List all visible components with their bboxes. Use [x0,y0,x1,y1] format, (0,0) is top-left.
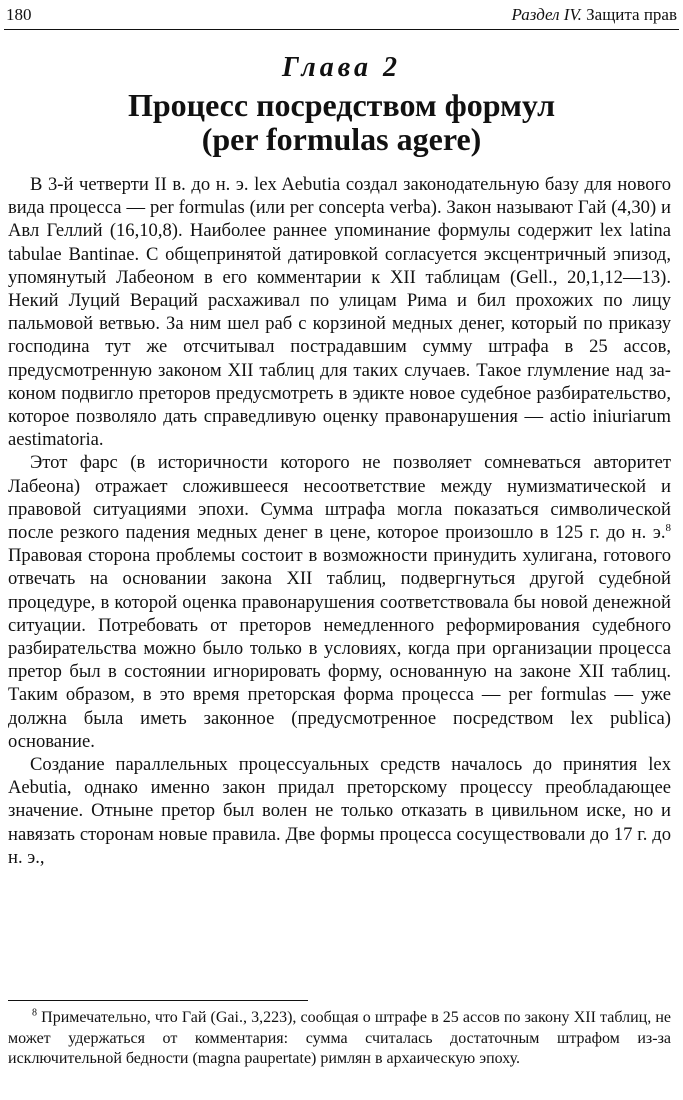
chapter-title-line-2: (per formulas agere) [201,121,482,157]
footnote-rule [8,1000,308,1001]
paragraph-2 [8,451,671,753]
header-rule [4,29,679,30]
chapter-label: Глава 2 [281,52,402,83]
chapter-title [0,88,683,156]
footnote-reference[interactable]: 8 [665,521,671,534]
running-title-rest: Защита прав [586,5,677,24]
running-head [6,2,677,28]
paragraph-2-part-1: Этот фарс (в историчности которого не позволяет сомневаться авторитет Лабеона) отражает сложившееся несоответствие между нумизматической и правовой ситуациями эпохи. Сумма штрафа могла показаться символической после резкого падения медных денег в цене, которое произошло в 125 г. до н. э. [8,452,671,544]
paragraph-2-part-2: Правовая сторона проблемы состоит в возможности принудить хулигана, готового отвечать на основании закона XII таблиц, подвергнуться другой судебной процедуре, в которой оценка правонарушения соответствовала бы новой денежной ситуации. Потребовать от преторов немедленного реформирования судебного разбирательства можно было только в условиях, когда при организации процесса претор был в состоянии игнорировать форму, основанную на законе XII таблиц. Таким образом, в это время преторская форма процесса — per formulas — уже должна была иметь законное (предусмотренное посредством lex publica) основание. [8,545,671,752]
chapter-title-line-1: Процесс посредством формул [127,87,556,123]
footnote-marker: 8 [32,1007,37,1019]
paragraph-1: В 3-й четверти II в. до н. э. lex Aebutia создал законодательную базу для нового вида процесса — per formulas (или per concepta verba). Закон называют Гай (4,30) и Авл Геллий (16,10,8). Наиболее раннее упоминание формулы содержит lex latina tabulae Bantinae. С общепринятой датировкой согласуется эксцентричный эпизод, упомянутый Лабеоном в его комментарии к XII таблицам (Gell., 20,1,12—13). Некий Луций Вераций расхаживал по улицам Рима и бил прохожих по лицу пальмовой ветвью. За ним шел раб с корзиной медных денег, который по приказу господина тут же отсчитывал пострадавшим сумму штрафа в 25 ассов, предусмотренную законом XII таблиц для таких случаев. Такое глумление над законом подвигло преторов предусмотреть в эдикте новое судебное разбирательство, которое позволяло дать справедливую оценку правонарушения — actio iniuriarum aestimatoria. [8,174,671,451]
page-number: 180 [6,5,32,24]
paragraph-3: Создание параллельных процессуальных средств началось до принятия lex Aebutia, однако именно закон придал преторскому процессу преобладающее значение. Отныне претор был волен не только отказать в цивильном иске, но и навязать сторонам новые правила. Две формы процесса сосуществовали до 17 г. до н. э., [8,754,671,868]
footnote [8,1008,671,1070]
running-title [512,2,677,28]
footnote-text: Примечательно, что Гай (Gai., 3,223), сообщая о штрафе в 25 ассов по закону XII таблиц, не может удержаться от комментария: сумма считалась достаточным штрафом из-за исключительной бедности (magna paupertate) римлян в архаическую эпоху. [8,1009,671,1067]
body-text [8,173,671,869]
running-title-section: Раздел IV. [511,5,582,24]
